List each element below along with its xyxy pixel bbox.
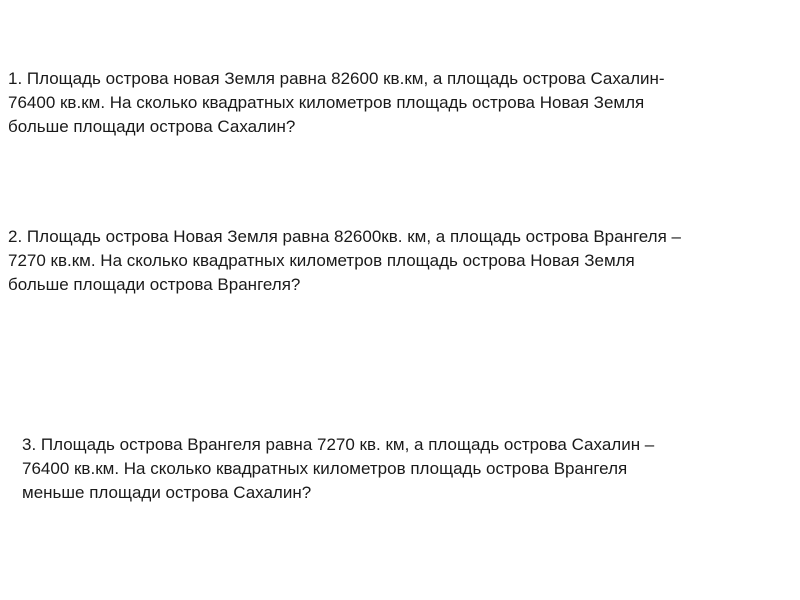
problem-1-text <box>8 67 798 139</box>
problem-3-text <box>22 433 792 505</box>
problem-1-line-2: 76400 кв.км. На сколько квадратных километров площадь острова Новая Земля <box>8 93 645 112</box>
problem-1-line-1: 1. Площадь острова новая Земля равна 82600 кв.км, а площадь острова Сахалин- <box>8 69 665 88</box>
problem-2-text <box>8 225 798 297</box>
problem-3-line-1: 3. Площадь острова Врангеля равна 7270 кв. км, а площадь острова Сахалин – <box>22 435 655 454</box>
problem-3-line-2: 76400 кв.км. На сколько квадратных километров площадь острова Врангеля <box>22 459 628 478</box>
problem-2-line-2: 7270 кв.км. На сколько квадратных километров площадь острова Новая Земля <box>8 251 635 270</box>
problem-1-line-3: больше площади острова Сахалин? <box>8 117 296 136</box>
problem-3-line-3: меньше площади острова Сахалин? <box>22 483 312 502</box>
problem-2-line-3: больше площади острова Врангеля? <box>8 275 301 294</box>
problem-2-line-1: 2. Площадь острова Новая Земля равна 82600кв. км, а площадь острова Врангеля – <box>8 227 681 246</box>
